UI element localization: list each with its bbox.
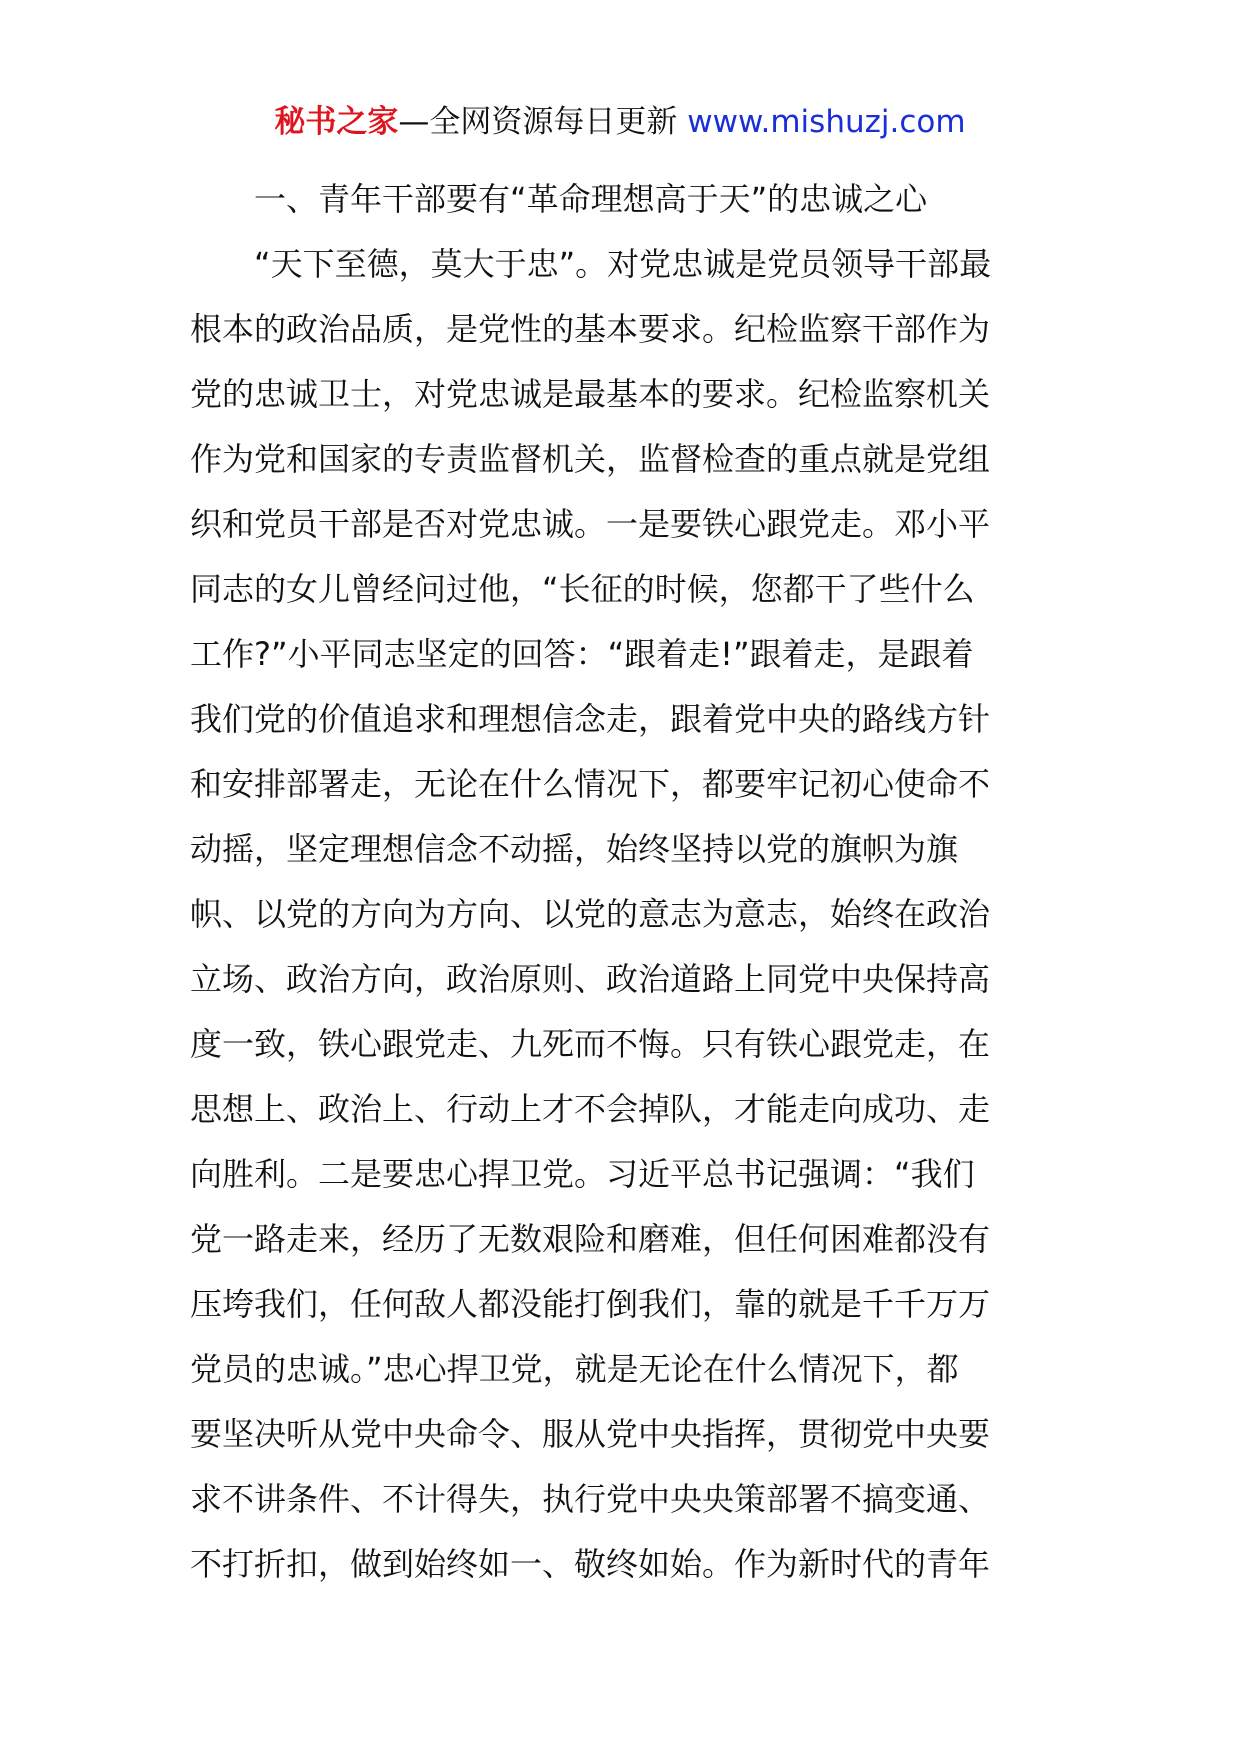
paragraph-line: 党的忠诚卫士，对党忠诚是最基本的要求。纪检监察机关 — [190, 375, 991, 413]
brand-name: 秘书之家 — [274, 104, 399, 140]
paragraph-line: 党员的忠诚。”忠心捍卫党，就是无论在什么情况下，都 — [190, 1350, 959, 1388]
paragraph-line: 求不讲条件、不计得失，执行党中央央策部署不搞变通、 — [190, 1480, 991, 1518]
paragraph-line: 度一致，铁心跟党走、九死而不悔。只有铁心跟党走，在 — [190, 1025, 991, 1063]
paragraph-line: 党一路走来，经历了无数艰险和磨难，但任何困难都没有 — [190, 1220, 991, 1258]
paragraph-line: 立场、政治方向，政治原则、政治道路上同党中央保持高 — [190, 960, 991, 998]
paragraph-line: 工作?”小平同志坚定的回答：“跟着走!”跟着走，是跟着 — [190, 635, 974, 673]
website-link[interactable]: www.mishuzj.com — [687, 104, 966, 140]
header-tagline: —全网资源每日更新 — [398, 104, 688, 140]
paragraph-line: 不打折扣，做到始终如一、敬终如始。作为新时代的青年 — [190, 1545, 991, 1583]
paragraph-line: “天下至德，莫大于忠”。对党忠诚是党员领导干部最 — [254, 245, 992, 283]
site-header — [0, 100, 1240, 144]
paragraph-line: 思想上、政治上、行动上才不会掉队，才能走向成功、走 — [190, 1090, 991, 1128]
paragraph-line: 帜、以党的方向为方向、以党的意志为意志，始终在政治 — [190, 895, 991, 933]
paragraph-line: 作为党和国家的专责监督机关，监督检查的重点就是党组 — [190, 440, 991, 478]
paragraph-line: 和安排部署走，无论在什么情况下，都要牢记初心使命不 — [190, 765, 991, 803]
paragraph-line: 织和党员干部是否对党忠诚。一是要铁心跟党走。邓小平 — [190, 505, 991, 543]
paragraph-line: 动摇，坚定理想信念不动摇，始终坚持以党的旗帜为旗 — [190, 830, 959, 868]
paragraph-line: 根本的政治品质，是党性的基本要求。纪检监察干部作为 — [190, 310, 991, 348]
paragraph-line: 我们党的价值追求和理想信念走，跟着党中央的路线方针 — [190, 700, 991, 738]
document-body — [190, 167, 1050, 1597]
section-heading: 一、青年干部要有“革命理想高于天”的忠诚之心 — [254, 180, 928, 218]
paragraph-line: 要坚决听从党中央命令、服从党中央指挥，贯彻党中央要 — [190, 1415, 991, 1453]
paragraph-line: 压垮我们，任何敌人都没能打倒我们，靠的就是千千万万 — [190, 1285, 991, 1323]
paragraph-line: 向胜利。二是要忠心捍卫党。习近平总书记强调：“我们 — [190, 1155, 975, 1193]
paragraph-line: 同志的女儿曾经问过他，“长征的时候，您都干了些什么 — [190, 570, 975, 608]
